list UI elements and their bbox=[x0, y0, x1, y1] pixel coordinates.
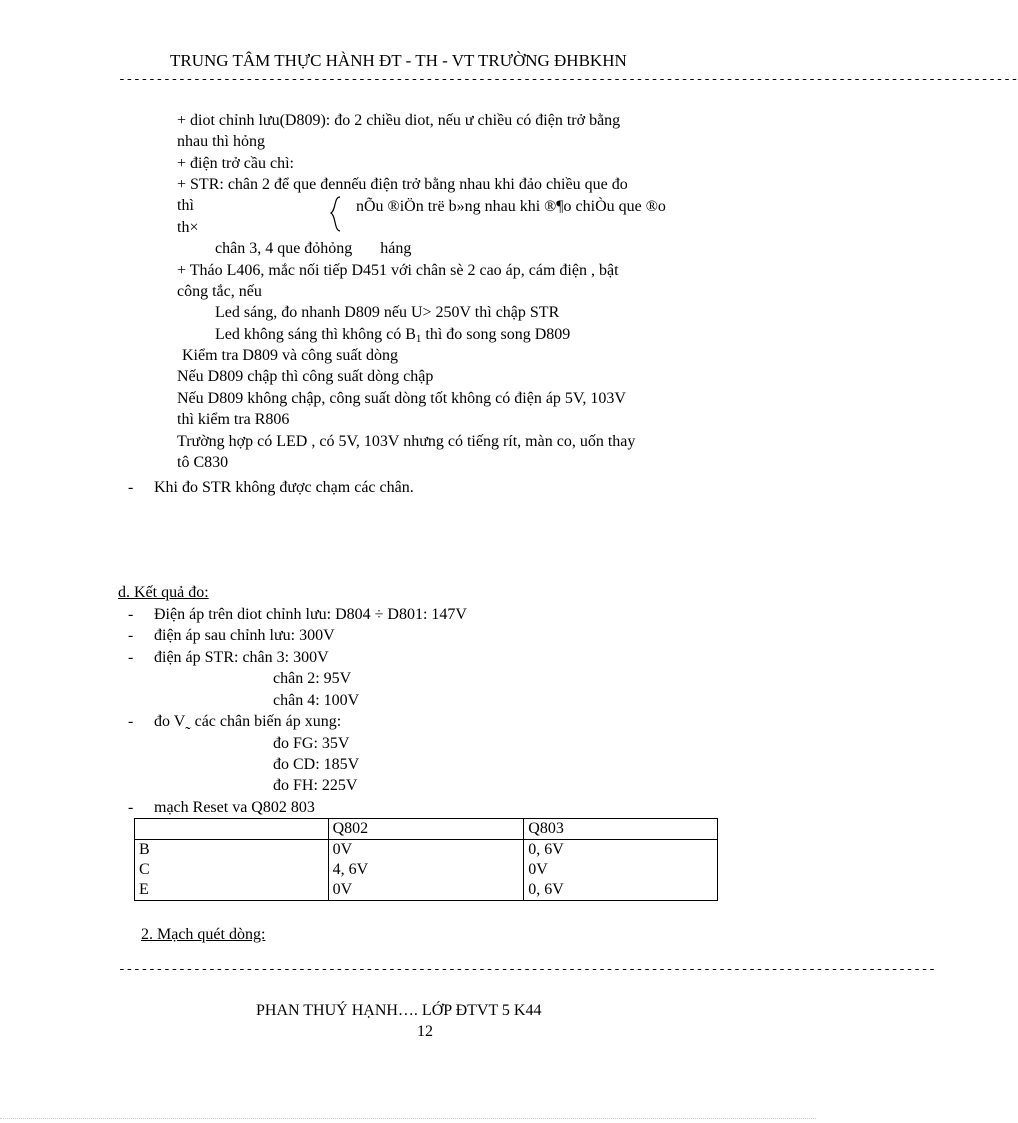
text-line: Nếu D809 không chập, công suất dòng tốt không có điện áp 5V, 103V bbox=[177, 390, 626, 407]
table-cell: 0, 6V bbox=[524, 880, 718, 901]
text-line: chân 3, 4 que đỏhỏng háng bbox=[215, 240, 412, 257]
brace-symbol bbox=[328, 196, 346, 232]
page-header-title: TRUNG TÂM THỰC HÀNH ĐT - TH - VT TRƯỜNG ĐHBKHN bbox=[170, 51, 627, 70]
table-cell: 0V bbox=[328, 840, 524, 861]
header-rule: ------------------------------------------------------------------------------------------------------------------------ bbox=[118, 72, 1018, 87]
text-line: công tắc, nếu bbox=[177, 283, 262, 300]
subscript: 1 bbox=[415, 333, 422, 345]
text-line: nhau thì hỏng bbox=[177, 133, 265, 150]
page-number: 12 bbox=[417, 1023, 433, 1040]
text-part: thì đo song song D809 bbox=[421, 326, 571, 343]
result-line: chân 4: 100V bbox=[273, 692, 360, 709]
text-line: thì kiểm tra R806 bbox=[177, 411, 290, 428]
text-line-garbled: nÕu ®iÖn trë b»ng nhau khi ®¶o chiÒu que ®o bbox=[356, 198, 666, 215]
table-header-cell bbox=[135, 819, 329, 840]
footer-author: PHAN THUÝ HẠNH…. LỚP ĐTVT 5 K44 bbox=[256, 1002, 542, 1019]
transistor-voltage-table bbox=[134, 818, 718, 901]
text-line: Khi đo STR không được chạm các chân. bbox=[154, 479, 414, 496]
bullet: - bbox=[128, 649, 134, 666]
text-line: + STR: chân 2 để que đennếu điện trở bằng nhau khi đảo chiều que đo bbox=[177, 176, 628, 193]
result-line: mạch Reset va Q802 803 bbox=[154, 799, 315, 816]
result-line: đo FG: 35V bbox=[273, 735, 350, 752]
text-part: Led không sáng thì không có B bbox=[215, 326, 416, 343]
table-cell: 0V bbox=[524, 860, 718, 880]
bullet: - bbox=[128, 479, 134, 496]
result-line: đo V˷ các chân biến áp xung: bbox=[154, 713, 342, 730]
table-header-cell: Q803 bbox=[524, 819, 718, 840]
table-cell: 0, 6V bbox=[524, 840, 718, 861]
table-row bbox=[135, 840, 718, 861]
result-line: Điện áp trên diot chỉnh lưu: D804 ÷ D801: 147V bbox=[154, 606, 467, 623]
text-line: + diot chỉnh lưu(D809): đo 2 chiều diot, nếu ư chiều có điện trở bằng bbox=[177, 112, 621, 129]
text-line: tô C830 bbox=[177, 454, 229, 471]
result-line: đo CD: 185V bbox=[273, 756, 360, 773]
result-line: điện áp STR: chân 3: 300V bbox=[154, 649, 329, 666]
table-header-cell: Q802 bbox=[328, 819, 524, 840]
text-line: thì bbox=[177, 197, 194, 214]
text-line: + điện trở cầu chì: bbox=[177, 155, 294, 172]
text-line: Nếu D809 chập thì công suất dòng chập bbox=[177, 368, 434, 385]
table-cell: B bbox=[135, 840, 329, 861]
table-cell: 4, 6V bbox=[328, 860, 524, 880]
text-line: th× bbox=[177, 219, 199, 236]
text-line: + Tháo L406, mắc nối tiếp D451 với chân sè 2 cao áp, cám điện , bật bbox=[177, 262, 619, 279]
bullet: - bbox=[128, 606, 134, 623]
section-heading-2: 2. Mạch quét dòng: bbox=[141, 926, 266, 943]
bullet: - bbox=[128, 627, 134, 644]
table-row bbox=[135, 860, 718, 880]
table-row bbox=[135, 880, 718, 901]
table-header-row bbox=[135, 819, 718, 840]
table-cell: 0V bbox=[328, 880, 524, 901]
bullet: - bbox=[128, 713, 134, 730]
table-cell: C bbox=[135, 860, 329, 880]
result-line: đo FH: 225V bbox=[273, 777, 358, 794]
bullet: - bbox=[128, 799, 134, 816]
text-line: Led sáng, đo nhanh D809 nếu U> 250V thì chập STR bbox=[215, 304, 560, 321]
page-edge-divider bbox=[0, 1118, 816, 1119]
result-line: chân 2: 95V bbox=[273, 670, 352, 687]
text-line: Trường hợp có LED , có 5V, 103V nhưng có tiếng rít, màn co, uốn thay bbox=[177, 433, 636, 450]
result-line: điện áp sau chỉnh lưu: 300V bbox=[154, 627, 335, 644]
section-heading-results: d. Kết quả đo: bbox=[118, 584, 209, 601]
text-line: Kiểm tra D809 và công suất dòng bbox=[182, 347, 398, 364]
footer-rule: ------------------------------------------------------------------------------------------------------------- bbox=[118, 962, 936, 977]
table-cell: E bbox=[135, 880, 329, 901]
